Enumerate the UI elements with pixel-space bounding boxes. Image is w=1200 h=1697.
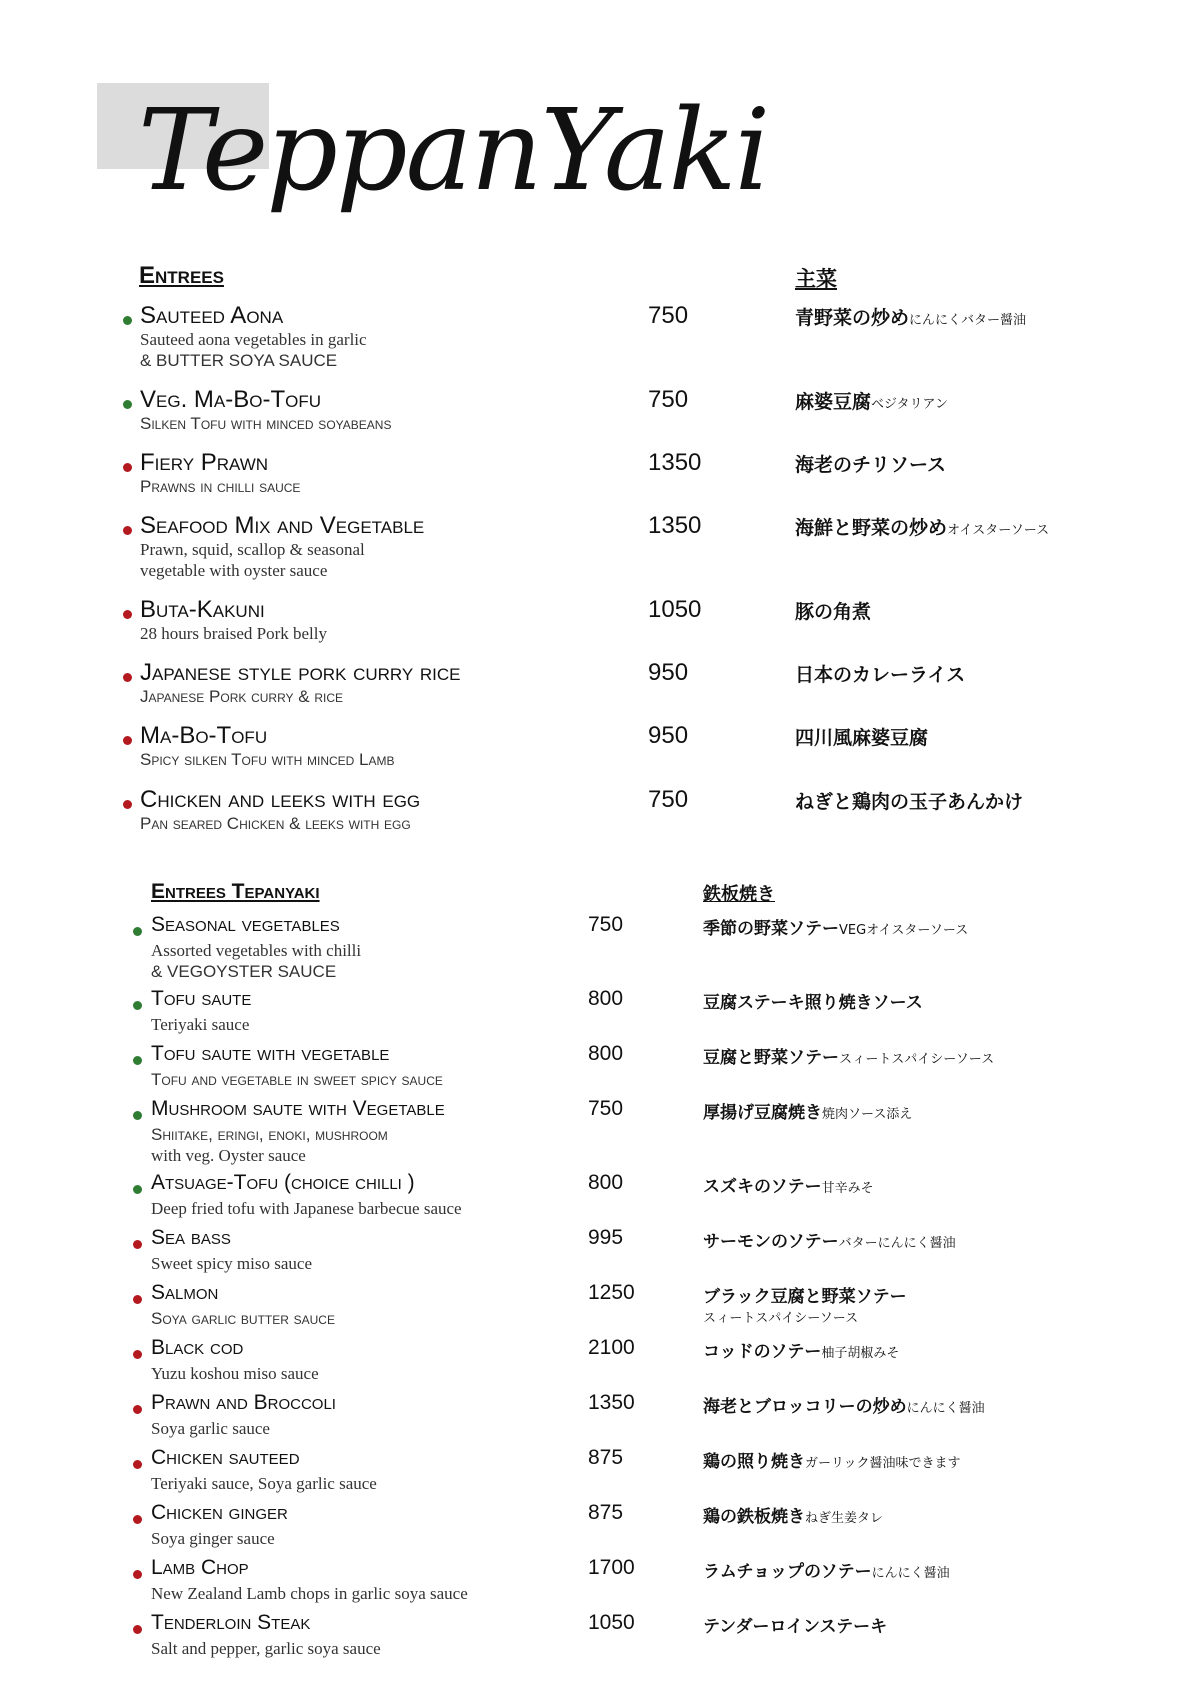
item-name-jp: [703, 1447, 960, 1472]
item-name: Tenderloin Steak: [151, 1611, 311, 1634]
item-name-jp: [703, 988, 923, 1013]
nonveg-indicator-dot: [133, 1295, 142, 1304]
item-name: Sea bass: [151, 1226, 231, 1249]
veg-indicator-dot: [133, 1001, 142, 1010]
item-name-jp-main: 豚の角煮: [795, 601, 872, 623]
veg-indicator-dot: [133, 1111, 142, 1120]
nonveg-indicator-dot: [123, 736, 132, 745]
nonveg-indicator-dot: [123, 610, 132, 619]
item-price: 875: [588, 1501, 624, 1524]
item-price: 1350: [648, 449, 702, 476]
item-name-jp: [703, 1098, 912, 1123]
item-name-jp-main: 豆腐と野菜ソテー: [703, 1048, 839, 1068]
item-name-jp-note: オイスターソース: [947, 523, 1050, 538]
item-price: 950: [648, 722, 689, 749]
item-name: Atsuage-Tofu (choice chilli ): [151, 1171, 415, 1194]
nonveg-indicator-dot: [133, 1350, 142, 1359]
nonveg-indicator-dot: [133, 1570, 142, 1579]
item-name-jp-main: 豆腐ステーキ照り焼きソース: [703, 993, 923, 1013]
item-name-jp-note: スィートスパイシーソース: [839, 1052, 995, 1067]
item-price: 800: [588, 1171, 624, 1194]
item-price: 2100: [588, 1336, 635, 1359]
veg-indicator-dot: [133, 1185, 142, 1194]
nonveg-indicator-dot: [123, 463, 132, 472]
menu-title: TeppanYaki: [138, 86, 769, 216]
item-description: Salt and pepper, garlic soya sauce: [151, 1639, 381, 1658]
item-name-jp: [795, 387, 948, 414]
item-name-jp: [703, 1392, 985, 1417]
item-name: Chicken ginger: [151, 1501, 288, 1524]
item-description: Silken Tofu with minced soyabeans: [140, 414, 392, 433]
item-name: Lamb Chop: [151, 1556, 249, 1579]
section-heading-entrees: Entrees: [139, 262, 224, 289]
item-name-jp: [795, 660, 965, 687]
item-name-jp-main: 青野菜の炒め: [795, 307, 910, 329]
item-name: Prawn and Broccoli: [151, 1391, 336, 1414]
item-price: 995: [588, 1226, 624, 1249]
item-name-jp-main: 鶏の照り焼き: [703, 1452, 805, 1472]
item-name-jp: [703, 1227, 956, 1252]
section-heading-entrees-jp: 主菜: [795, 267, 837, 291]
item-description: & BUTTER SOYA SAUCE: [140, 351, 338, 370]
nonveg-indicator-dot: [133, 1625, 142, 1634]
item-name-jp: [795, 787, 1023, 814]
nonveg-indicator-dot: [133, 1240, 142, 1249]
item-price: 800: [588, 987, 624, 1010]
item-name-jp-main: 海老のチリソース: [795, 454, 947, 476]
nonveg-indicator-dot: [133, 1460, 142, 1469]
item-name-jp-main: ブラック豆腐と野菜ソテー: [703, 1287, 907, 1307]
item-name: Tofu saute: [151, 987, 252, 1010]
item-name-jp-note: にんにくバター醤油: [909, 313, 1027, 328]
item-name-jp-main: 鶏の鉄板焼き: [703, 1507, 805, 1527]
item-price: 750: [588, 913, 624, 936]
item-name-jp-note: ねぎ生姜タレ: [805, 1511, 884, 1526]
item-price: 950: [648, 659, 689, 686]
item-name-jp-note: バターにんにく醤油: [838, 1236, 956, 1251]
item-name-jp-note: 柚子胡椒みそ: [821, 1346, 900, 1361]
item-description: Assorted vegetables with chilli: [151, 941, 362, 960]
item-name-jp: [795, 597, 871, 624]
section-heading-tepanyaki-jp: 鉄板焼き: [703, 884, 775, 905]
item-description: Prawn, squid, scallop & seasonal: [140, 540, 365, 559]
item-description: & VEGOYSTER SAUCE: [151, 962, 337, 981]
item-description: Sweet spicy miso sauce: [151, 1254, 312, 1273]
item-price: 1350: [648, 512, 702, 539]
item-name-jp-note-line2: スィートスパイシーソース: [703, 1311, 859, 1326]
item-name-jp-main: 厚揚げ豆腐焼き: [703, 1103, 822, 1123]
item-description: Sauteed aona vegetables in garlic: [140, 330, 367, 349]
veg-indicator-dot: [123, 316, 132, 325]
item-price: 750: [588, 1097, 624, 1120]
item-price: 750: [648, 386, 689, 413]
item-description: Japanese Pork curry & rice: [140, 687, 343, 706]
item-description: Teriyaki sauce: [151, 1015, 250, 1034]
item-name: Chicken and leeks with egg: [140, 786, 421, 813]
item-name-jp-main: 季節の野菜ソテー: [703, 919, 839, 939]
section-heading-tepanyaki: Entrees Tepanyaki: [151, 880, 320, 903]
nonveg-indicator-dot: [133, 1515, 142, 1524]
veg-indicator-dot: [133, 927, 142, 936]
item-description: Tofu and vegetable in sweet spicy sauce: [151, 1070, 443, 1089]
item-price: 1700: [588, 1556, 635, 1579]
item-description: with veg. Oyster sauce: [151, 1146, 306, 1165]
item-name-jp: [703, 1172, 874, 1197]
item-price: 1050: [588, 1611, 635, 1634]
item-description: New Zealand Lamb chops in garlic soya sauce: [151, 1584, 468, 1603]
nonveg-indicator-dot: [123, 526, 132, 535]
item-description: Prawns in chilli sauce: [140, 477, 301, 496]
item-description: Deep fried tofu with Japanese barbecue sauce: [151, 1199, 462, 1218]
nonveg-indicator-dot: [133, 1405, 142, 1414]
item-price: 1250: [588, 1281, 635, 1304]
item-name-jp-main: ラムチョップのソテー: [703, 1562, 872, 1582]
item-description: Pan seared Chicken & leeks with egg: [140, 814, 411, 833]
item-name: Tofu saute with vegetable: [151, 1042, 390, 1065]
item-name: Black cod: [151, 1336, 244, 1359]
item-name-jp-main: コッドのソテー: [703, 1342, 822, 1362]
item-name: Ma-Bo-Tofu: [140, 722, 268, 749]
item-price: 750: [648, 786, 689, 813]
item-price: 875: [588, 1446, 624, 1469]
item-name-jp-main: スズキのソテー: [703, 1177, 822, 1197]
item-name-jp: [795, 450, 946, 477]
item-name: Sauteed Aona: [140, 302, 284, 329]
item-price: 1050: [648, 596, 702, 623]
item-name-jp: [795, 513, 1049, 540]
item-name-jp: [795, 723, 928, 750]
item-description: vegetable with oyster sauce: [140, 561, 328, 580]
item-description: Soya garlic butter sauce: [151, 1309, 335, 1328]
item-name: Mushroom saute with Vegetable: [151, 1097, 445, 1120]
item-name-jp-note: VEGオイスターソース: [839, 923, 969, 938]
item-description: Shiitake, eringi, enoki, mushroom: [151, 1125, 388, 1144]
item-name-jp: [795, 303, 1026, 330]
item-name-jp-main: 麻婆豆腐: [795, 391, 872, 413]
item-price: 800: [588, 1042, 624, 1065]
item-name-jp-main: 海鮮と野菜の炒め: [795, 517, 948, 539]
item-description: Soya ginger sauce: [151, 1529, 275, 1548]
item-name-jp-note: ベジタリアン: [871, 397, 948, 412]
nonveg-indicator-dot: [123, 800, 132, 809]
item-name-jp: [703, 1557, 950, 1582]
item-description: 28 hours braised Pork belly: [140, 624, 327, 643]
item-name-jp: [703, 1502, 883, 1527]
item-name-jp: [703, 914, 968, 939]
item-name-jp-main: テンダーロインステーキ: [703, 1617, 888, 1637]
item-name-jp-main: サーモンのソテー: [703, 1232, 839, 1252]
item-name: Seafood Mix and Vegetable: [140, 512, 425, 539]
item-name-jp-note: 甘辛みそ: [821, 1181, 874, 1196]
item-price: 1350: [588, 1391, 635, 1414]
item-name-jp: [703, 1337, 899, 1362]
item-name-jp: [703, 1043, 994, 1068]
veg-indicator-dot: [133, 1056, 142, 1065]
item-description: Spicy silken Tofu with minced Lamb: [140, 750, 395, 769]
item-price: 750: [648, 302, 689, 329]
item-name-jp-note: にんにく醤油: [906, 1401, 985, 1416]
item-name-jp-note: にんにく醤油: [871, 1566, 950, 1581]
item-name: Veg. Ma-Bo-Tofu: [140, 386, 321, 413]
item-name-jp-main: 日本のカレーライス: [795, 664, 966, 686]
item-description: Soya garlic sauce: [151, 1419, 270, 1438]
item-name-jp-main: ねぎと鶏肉の玉子あんかけ: [795, 791, 1024, 813]
item-name-jp: [703, 1282, 907, 1307]
item-name: Fiery Prawn: [140, 449, 269, 476]
item-name: Japanese style pork curry rice: [140, 659, 461, 686]
item-name-jp-main: 四川風麻婆豆腐: [795, 727, 929, 749]
item-name: Salmon: [151, 1281, 219, 1304]
item-name-jp: [703, 1612, 887, 1637]
veg-indicator-dot: [123, 400, 132, 409]
item-name-jp-note: 焼肉ソース添え: [822, 1107, 913, 1122]
item-name: Buta-Kakuni: [140, 596, 265, 623]
item-name-jp-main: 海老とブロッコリーの炒め: [703, 1397, 907, 1417]
item-name: Chicken sauteed: [151, 1446, 300, 1469]
item-description: Yuzu koshou miso sauce: [151, 1364, 319, 1383]
item-description: Teriyaki sauce, Soya garlic sauce: [151, 1474, 377, 1493]
nonveg-indicator-dot: [123, 673, 132, 682]
item-name-jp-note: ガーリック醤油味できます: [805, 1456, 961, 1471]
item-name: Seasonal vegetables: [151, 913, 340, 936]
